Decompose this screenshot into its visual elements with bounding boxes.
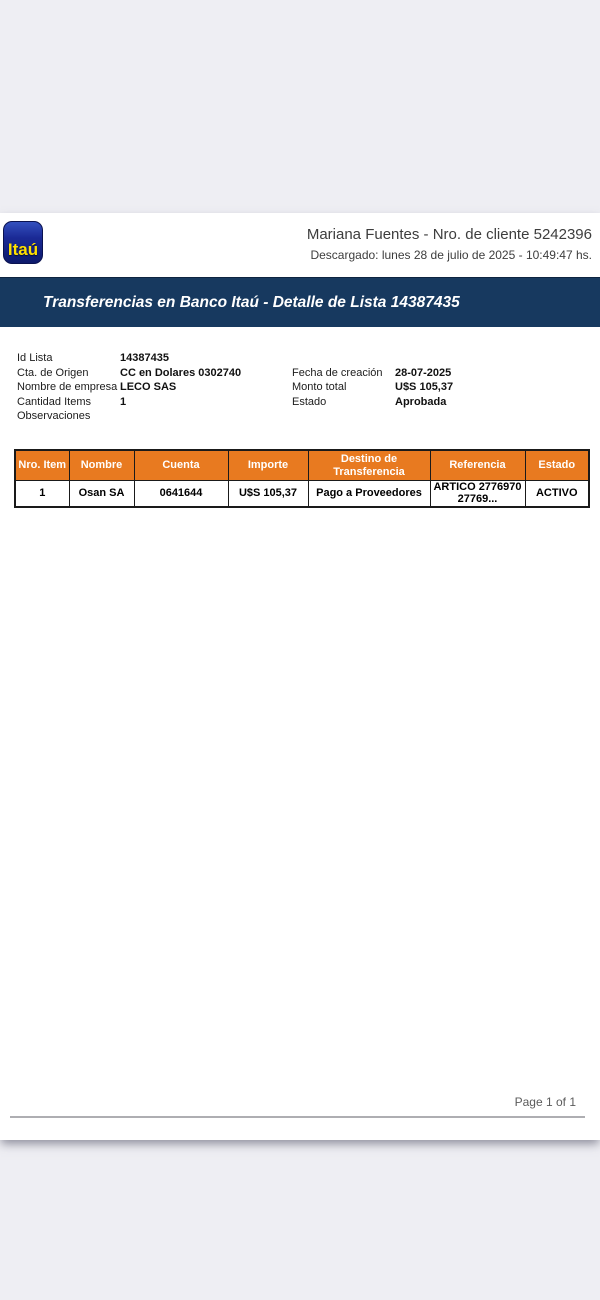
detail-row-id-lista [0,351,600,366]
detail-row-cantidad-items [0,395,600,410]
detail-label [292,351,395,366]
cell-referencia: ARTICO 2776970 27769... [430,481,525,508]
title-banner [0,277,600,327]
cell-nombre: Osan SA [69,481,134,508]
document-header [307,225,592,263]
document-page [0,213,600,1140]
detail-value: 28-07-2025 [395,366,452,379]
cell-nro-item: 1 [15,481,69,508]
cell-importe: U$S 105,37 [228,481,308,508]
itau-logo-text: Itaú [7,240,39,259]
page-title: Transferencias en Banco Itaú - Detalle de Lista 14387435 [43,293,460,311]
detail-value [395,351,600,366]
itau-logo-icon [3,221,43,264]
detail-row-observaciones [0,409,600,424]
col-header-nombre: Nombre [69,450,134,481]
col-header-destino: Destino de Transferencia [308,450,430,481]
table-header-row [15,450,589,481]
col-header-cuenta: Cuenta [134,450,228,481]
col-header-nro-item: Nro. Item [15,450,69,481]
detail-row-nombre-empresa [0,380,600,395]
detail-label: Nombre de empresa [17,381,118,394]
detail-label: Monto total [292,381,347,394]
col-header-importe: Importe [228,450,308,481]
detail-value: Aprobada [395,395,447,408]
detail-value [120,409,292,424]
client-name-line: Mariana Fuentes - Nro. de cliente 5242396 [306,226,592,243]
col-header-referencia: Referencia [430,450,525,481]
detail-value: 1 [120,395,127,408]
detail-label: Id Lista [17,352,53,364]
detail-label [292,409,395,424]
table-row [15,481,589,508]
detail-value: 14387435 [120,352,169,364]
detail-value: U$S 105,37 [395,381,454,394]
detail-value [395,409,600,424]
page-number-label: Page 1 of 1 [514,1095,576,1109]
footer-divider [10,1116,585,1118]
cell-destino: Pago a Proveedores [308,481,430,508]
cell-estado: ACTIVO [525,481,589,508]
transfers-table [14,449,590,508]
cell-cuenta: 0641644 [134,481,228,508]
detail-value: CC en Dolares 0302740 [120,366,242,379]
detail-label: Estado [292,395,327,408]
detail-label: Fecha de creación [292,366,383,379]
detail-label: Observaciones [17,410,91,423]
col-header-estado: Estado [525,450,589,481]
detail-value: LECO SAS [120,381,177,394]
list-details-block [0,351,600,424]
detail-row-cta-origen [0,366,600,381]
detail-label: Cta. de Origen [17,366,89,379]
detail-label: Cantidad Items [17,395,91,408]
downloaded-timestamp-line: Descargado: lunes 28 de julio de 2025 - 10:49:47 hs. [310,248,592,262]
